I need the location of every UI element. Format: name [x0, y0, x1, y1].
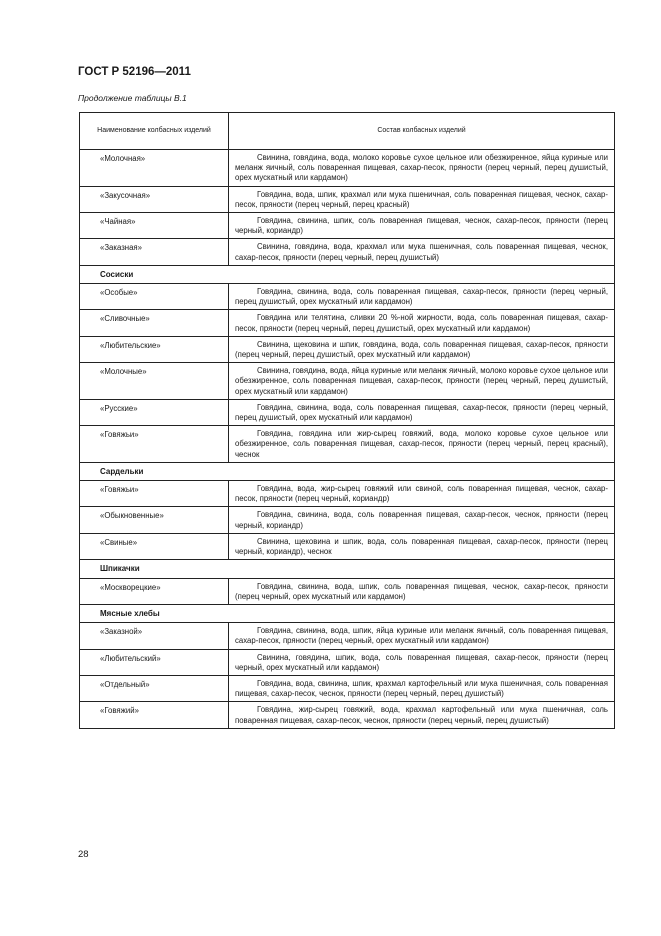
table-row	[80, 213, 615, 239]
table-row	[80, 623, 615, 649]
composition-cell: Говядина, свинина, вода, шпик, соль поваренная пищевая, чеснок, сахар-песок, пряности (перец черный, орех мускатный или кардамон)	[229, 578, 615, 604]
product-name-cell: «Свиные»	[80, 533, 229, 559]
composition-cell: Говядина, свинина, вода, шпик, яйца куриные или меланж яичный, соль поваренная пищевая, сахар-песок, пряности (перец черный, орех мускатный или кардамон)	[229, 623, 615, 649]
composition-cell: Говядина, вода, свинина, шпик, крахмал картофельный или мука пшеничная, соль поваренная пищевая, сахар-песок, чеснок, пряности (перец черный, перец душистый)	[229, 675, 615, 701]
product-name-cell: «Говяжий»	[80, 702, 229, 728]
product-name-cell: «Любительский»	[80, 649, 229, 675]
column-header-composition: Состав колбасных изделий	[229, 113, 615, 150]
product-name-cell: «Заказная»	[80, 239, 229, 265]
section-row	[80, 560, 615, 578]
product-name-cell: «Говяжьи»	[80, 481, 229, 507]
table-row	[80, 578, 615, 604]
section-row	[80, 265, 615, 283]
composition-cell: Говядина, вода, шпик, крахмал или мука пшеничная, соль поваренная пищевая, чеснок, сахар-песок, пряности (перец черный, перец красный)	[229, 186, 615, 212]
table-continuation-caption: Продолжение таблицы В.1	[78, 93, 187, 103]
composition-cell: Свинина, щековина и шпик, вода, соль поваренная пищевая, сахар-песок, пряности (перец черный, кориандр), чеснок	[229, 533, 615, 559]
table-row	[80, 649, 615, 675]
table-row	[80, 426, 615, 463]
table-row	[80, 507, 615, 533]
composition-cell: Свинина, говядина, шпик, вода, соль поваренная пищевая, сахар-песок, пряности (перец черный, орех мускатный или кардамон)	[229, 649, 615, 675]
composition-cell: Свинина, говядина, вода, крахмал или мука пшеничная, соль поваренная пищевая, чеснок, сахар-песок, пряности (перец черный, перец душистый)	[229, 239, 615, 265]
table-row	[80, 702, 615, 728]
table-row	[80, 399, 615, 425]
composition-cell: Говядина, свинина, вода, соль поваренная пищевая, сахар-песок, пряности (перец черный, перец душистый, орех мускатный или кардамон)	[229, 399, 615, 425]
table-row	[80, 150, 615, 187]
product-name-cell: «Любительские»	[80, 336, 229, 362]
composition-cell: Свинина, говядина, вода, яйца куриные или меланж яичный, молоко коровье сухое цельное или обезжиренное, соль поваренная пищевая, сахар-песок, пряности (перец черный, перец душистый, орех мускатный или кардамон)	[229, 363, 615, 400]
composition-cell: Говядина, говядина или жир-сырец говяжий, вода, молоко коровье сухое цельное или обезжиренное, соль поваренная пищевая, сахар-песок, пряности (перец черный, перец красный), чеснок	[229, 426, 615, 463]
table-header-row	[80, 113, 615, 150]
composition-cell: Говядина, жир-сырец говяжий, вода, крахмал картофельный или мука пшеничная, соль поваренная пищевая, сахар-песок, чеснок, пряности (перец черный, перец душистый)	[229, 702, 615, 728]
product-name-cell: «Сливочные»	[80, 310, 229, 336]
section-heading: Шпикачки	[80, 560, 615, 578]
section-heading: Сардельки	[80, 462, 615, 480]
table-body	[80, 150, 615, 729]
product-name-cell: «Обыкновенные»	[80, 507, 229, 533]
document-title: ГОСТ Р 52196—2011	[78, 66, 191, 78]
product-name-cell: «Особые»	[80, 284, 229, 310]
composition-cell: Свинина, говядина, вода, молоко коровье сухое цельное или обезжиренное, яйца куриные или меланж яичный, соль поваренная пищевая, сахар-песок, пряности (перец черный, перец душистый, орех мускатный или кардамон)	[229, 150, 615, 187]
page-number: 28	[78, 849, 89, 860]
composition-cell: Говядина, свинина, вода, соль поваренная пищевая, сахар-песок, пряности (перец черный, перец душистый, орех мускатный или кардамон)	[229, 284, 615, 310]
product-name-cell: «Заказной»	[80, 623, 229, 649]
section-row	[80, 604, 615, 622]
product-name-cell: «Москворецкие»	[80, 578, 229, 604]
table-row	[80, 239, 615, 265]
section-row	[80, 462, 615, 480]
product-name-cell: «Чайная»	[80, 213, 229, 239]
product-name-cell: «Молочная»	[80, 150, 229, 187]
product-name-cell: «Говяжьи»	[80, 426, 229, 463]
product-name-cell: «Русские»	[80, 399, 229, 425]
composition-table	[79, 112, 615, 729]
table-row	[80, 363, 615, 400]
column-header-name: Наименование колбасных изделий	[80, 113, 229, 150]
section-heading: Сосиски	[80, 265, 615, 283]
table-row	[80, 186, 615, 212]
table-row	[80, 310, 615, 336]
product-name-cell: «Закусочная»	[80, 186, 229, 212]
table-row	[80, 336, 615, 362]
composition-cell: Свинина, щековина и шпик, говядина, вода, соль поваренная пищевая, сахар-песок, пряности (перец черный, перец душистый, орех мускатный или кардамон)	[229, 336, 615, 362]
table-row	[80, 675, 615, 701]
composition-cell: Говядина, свинина, вода, соль поваренная пищевая, сахар-песок, чеснок, пряности (перец черный, кориандр)	[229, 507, 615, 533]
product-name-cell: «Отдельный»	[80, 675, 229, 701]
table-row	[80, 481, 615, 507]
table-row	[80, 533, 615, 559]
section-heading: Мясные хлебы	[80, 604, 615, 622]
composition-cell: Говядина, вода, жир-сырец говяжий или свиной, соль поваренная пищевая, чеснок, сахар-песок, пряности (перец черный, кориандр)	[229, 481, 615, 507]
composition-cell: Говядина или телятина, сливки 20 %-ной жирности, вода, соль поваренная пищевая, сахар-песок, пряности (перец черный, перец душистый, орех мускатный или кардамон)	[229, 310, 615, 336]
product-name-cell: «Молочные»	[80, 363, 229, 400]
table-row	[80, 284, 615, 310]
composition-cell: Говядина, свинина, шпик, соль поваренная пищевая, чеснок, сахар-песок, пряности (перец черный, кориандр)	[229, 213, 615, 239]
